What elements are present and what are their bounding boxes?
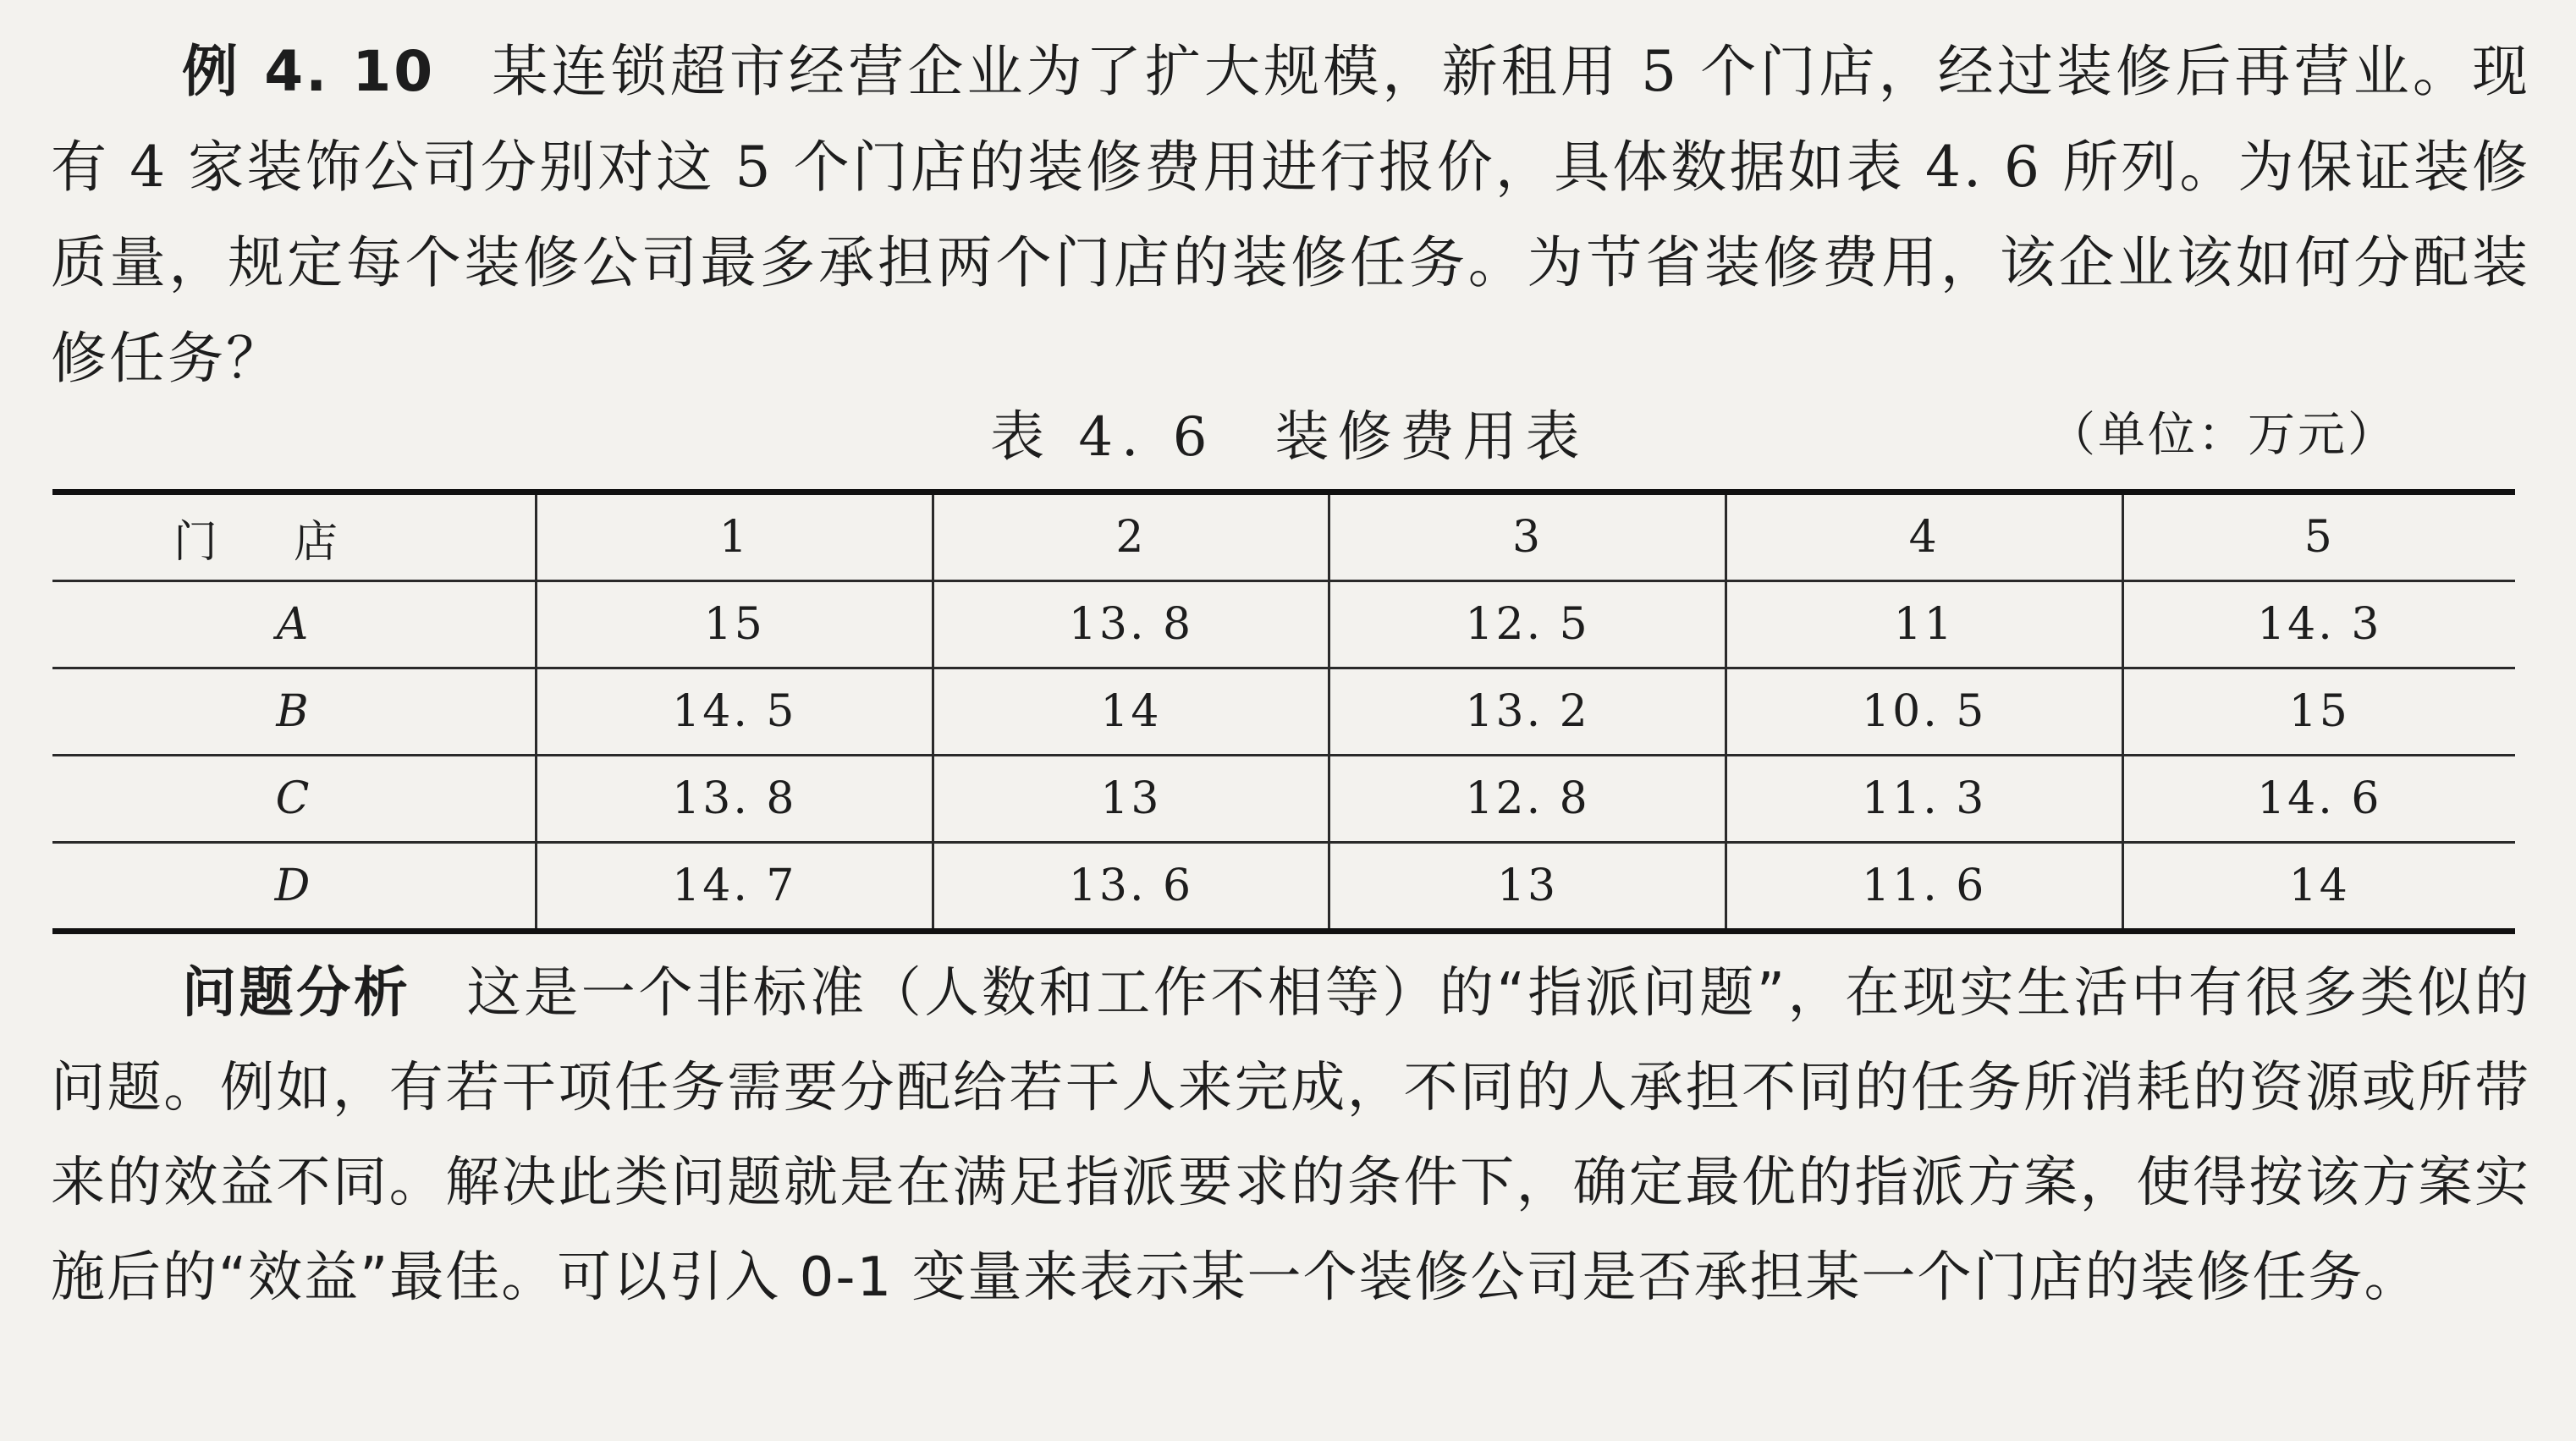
row-label: B xyxy=(52,668,537,756)
cost-cell: 11. 3 xyxy=(1726,756,2122,843)
column-header: 1 xyxy=(537,492,933,581)
row-label: A xyxy=(52,581,537,668)
cost-cell: 14. 7 xyxy=(537,843,933,932)
column-header: 3 xyxy=(1329,492,1726,581)
cost-cell: 14 xyxy=(2122,843,2515,932)
column-header: 5 xyxy=(2122,492,2515,581)
corner-header: 门店 xyxy=(52,492,537,581)
cost-cell: 14. 3 xyxy=(2122,581,2515,668)
example-paragraph xyxy=(51,24,2530,406)
cost-cell: 10. 5 xyxy=(1726,668,2122,756)
cost-cell: 14 xyxy=(933,668,1329,756)
column-header: 2 xyxy=(933,492,1329,581)
unit-note: （单位：万元） xyxy=(2048,408,2397,463)
cost-table xyxy=(52,489,2515,934)
cost-cell: 13. 8 xyxy=(537,756,933,843)
example-text: 某连锁超市经营企业为了扩大规模，新租用 5 个门店，经过装修后再营业。现有 4 家装饰公司分别对这 5 个门店的装修费用进行报价，具体数据如表 4. 6 所列。为保证装修质量，规定每个装修公司最多承担两个门店的装修任务。为节省装修费用，该企业该如何分配装修任务？ xyxy=(51,39,2531,391)
cost-cell: 12. 8 xyxy=(1329,756,1726,843)
table-caption xyxy=(990,393,1588,471)
cost-cell: 11. 6 xyxy=(1726,843,2122,932)
table-title: 装修费用表 xyxy=(1274,406,1588,469)
cost-cell: 13. 8 xyxy=(933,581,1329,668)
table-row xyxy=(52,756,2515,843)
table-header-row xyxy=(52,492,2515,581)
cost-cell: 15 xyxy=(537,581,933,668)
table-row xyxy=(52,581,2515,668)
cost-cell: 11 xyxy=(1726,581,2122,668)
row-label: C xyxy=(52,756,537,843)
table-row xyxy=(52,843,2515,932)
cost-cell: 14. 6 xyxy=(2122,756,2515,843)
row-label: D xyxy=(52,843,537,932)
analysis-paragraph xyxy=(51,946,2530,1325)
cost-cell: 15 xyxy=(2122,668,2515,756)
cost-cell: 14. 5 xyxy=(537,668,933,756)
cost-cell: 13. 6 xyxy=(933,843,1329,932)
cost-cell: 13. 2 xyxy=(1329,668,1726,756)
column-header: 4 xyxy=(1726,492,2122,581)
cost-cell: 12. 5 xyxy=(1329,581,1726,668)
analysis-label: 问题分析 xyxy=(182,962,411,1025)
table-row xyxy=(52,668,2515,756)
analysis-text: 这是一个非标准（人数和工作不相等）的“指派问题”，在现实生活中有很多类似的问题。例如，有若干项任务需要分配给若干人来完成，不同的人承担不同的任务所消耗的资源或所带来的效益不同。解决此类问题就是在满足指派要求的条件下，确定最优的指派方案，使得按该方案实施后的“效益”最佳。可以引入 0-1 变量来表示某一个装修公司是否承担某一个门店的装修任务。 xyxy=(51,962,2530,1309)
cost-cell: 13 xyxy=(1329,843,1726,932)
table-number: 表 4. 6 xyxy=(990,406,1216,469)
example-label: 例 4. 10 xyxy=(182,39,436,104)
cost-cell: 13 xyxy=(933,756,1329,843)
